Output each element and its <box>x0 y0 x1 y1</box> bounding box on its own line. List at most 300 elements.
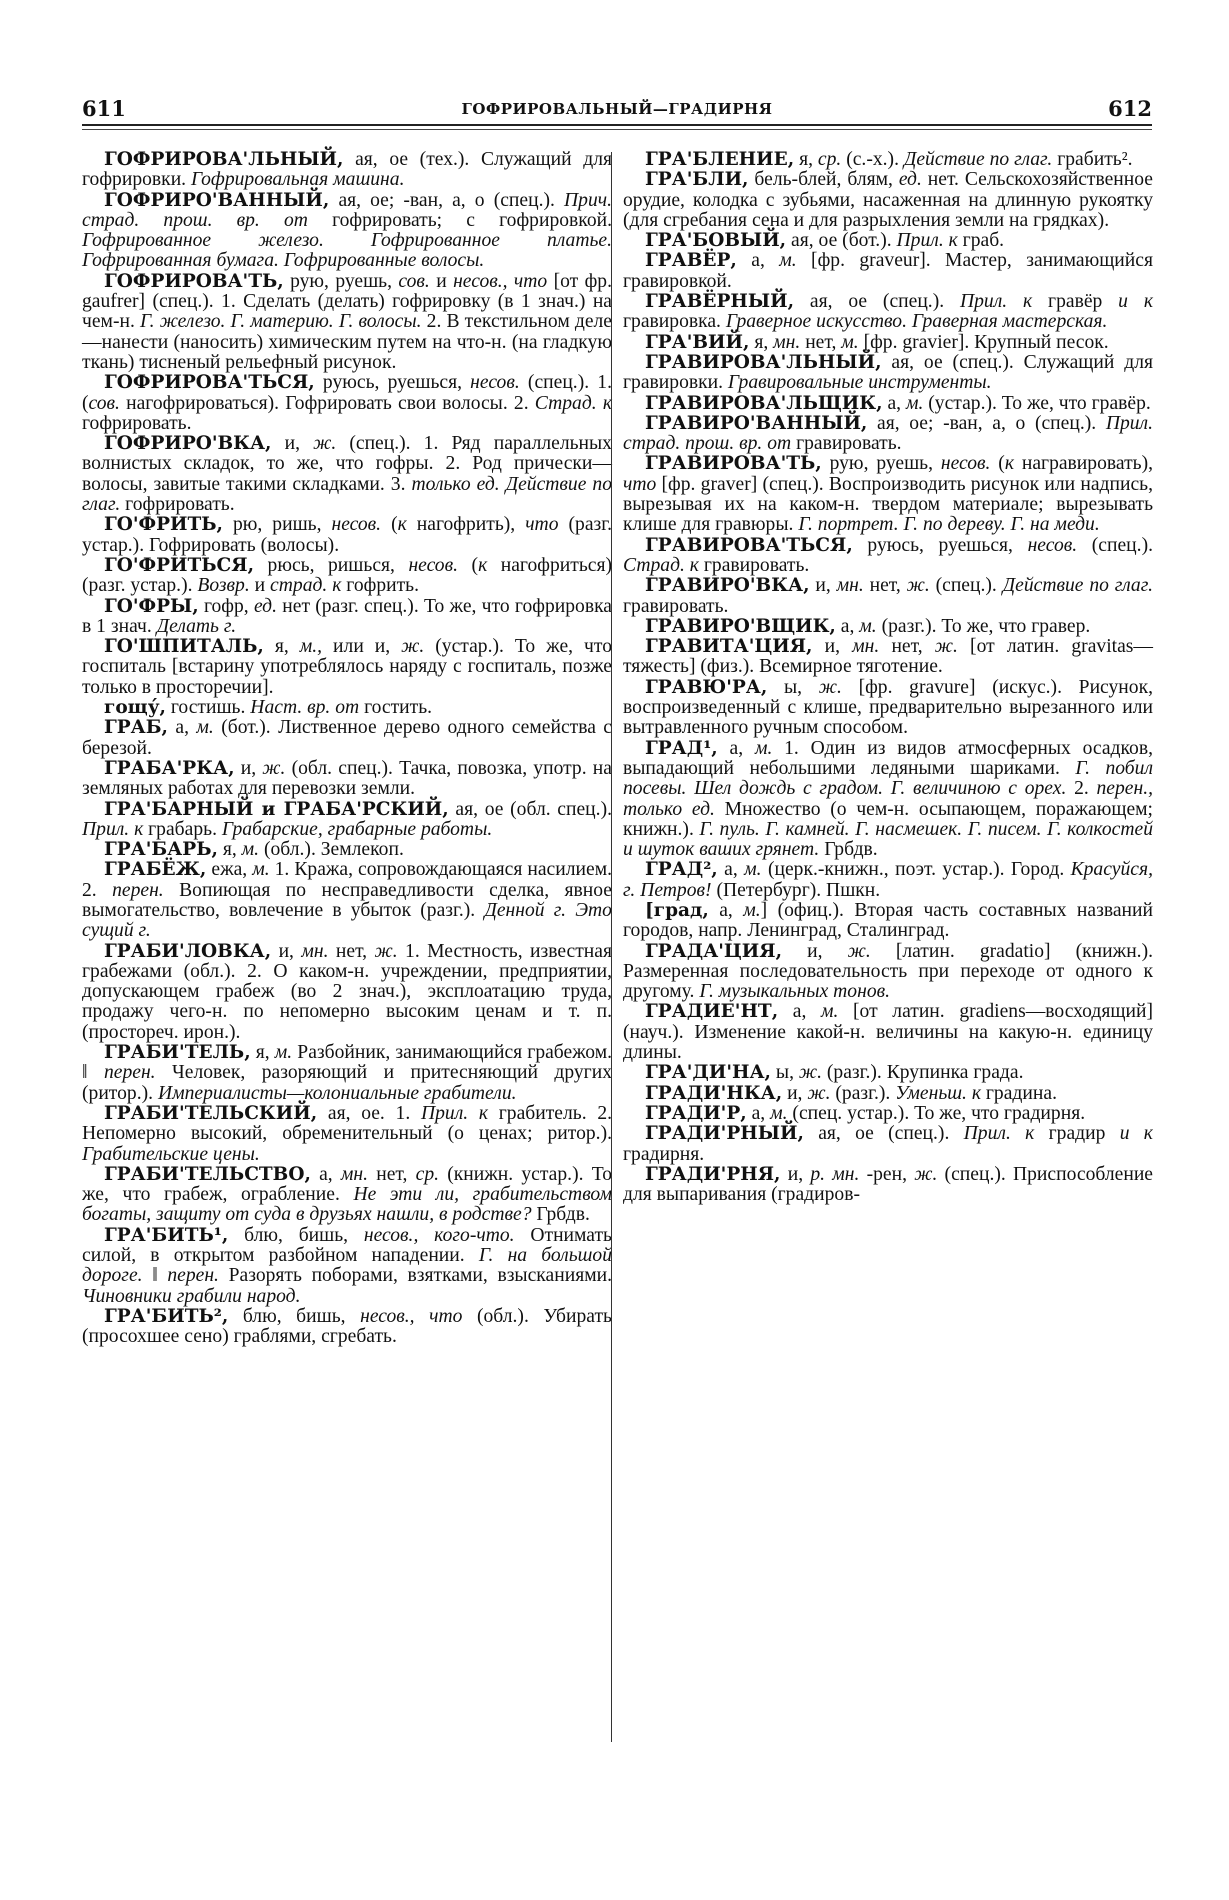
running-head: ГОФРИРОВАЛЬНЫЙ—ГРАДИРНЯ <box>461 100 773 118</box>
entry-italic-text: несов. <box>470 372 520 394</box>
entry-headword: ГО'ФРЫ, <box>104 595 199 617</box>
entry-text: [фр. graver] (спец.). Воспроизводить рисунок или надпись, вырезывая их на каком-н. твердом материале; вырезывать клише для гравюры. <box>623 473 1153 536</box>
right-column <box>623 150 1153 1205</box>
entry-italic-text: Прил. к <box>959 291 1033 313</box>
entry-text: ая, ое (тех.). Служащий для гофрировки. <box>82 149 612 191</box>
entry-italic-text: Прил. к <box>82 818 144 840</box>
entry-text: блю, бишь, <box>228 1224 364 1246</box>
entry-italic-text: мн. <box>301 940 329 962</box>
entry-italic-text: мн. <box>852 636 880 658</box>
page-header <box>82 96 1152 136</box>
entry-text: и, <box>271 433 314 455</box>
entry-headword: ГРА'БИТЬ¹, <box>104 1224 229 1246</box>
entry-text: (с.-х.). <box>841 149 904 170</box>
entry-headword: [град, <box>645 899 709 921</box>
entry-text: Отнимать силой, в открытом разбойном нападении. <box>82 1224 612 1267</box>
entry-italic-text: к <box>397 514 407 536</box>
entry-italic-text: ж. <box>401 636 425 658</box>
entry-text: нет, <box>800 331 842 353</box>
entry-text: ая, ое (спец.). <box>794 291 960 313</box>
entry-text: Вопиющая по несправедливости сделка, явное вымогательство, вовлечение в убыток (разг.). <box>82 879 612 921</box>
entry-text: грабарь. <box>143 818 222 840</box>
entry-text: нет (разг. спец.). То же, что гофрировка в 1 знач. <box>82 595 612 637</box>
entry-italic-text: ж. <box>818 676 842 698</box>
dictionary-entry <box>623 231 1153 251</box>
entry-italic-text: перен. <box>112 879 164 901</box>
dictionary-entry <box>623 150 1153 170</box>
entry-text: а, <box>835 615 860 637</box>
entry-text: гравировать. <box>623 595 729 617</box>
entry-text: и, <box>271 940 302 962</box>
dictionary-entry <box>82 1307 612 1348</box>
entry-headword: ГРАБИ'ТЕЛЬ, <box>104 1042 251 1064</box>
entry-text: [латин. gradatio] (книжн.). Размеренная последовательность при переходе от одного к другому. <box>623 940 1153 1003</box>
entry-headword: ГРАВЁРНЫЙ, <box>645 291 795 313</box>
entry-italic-text: несов. <box>408 554 459 576</box>
entry-text: и, <box>782 940 848 962</box>
entry-headword: ГРАБИ'ТЕЛЬСКИЙ, <box>104 1102 318 1124</box>
entry-italic-text: м. <box>744 859 762 881</box>
dictionary-entry <box>623 739 1153 861</box>
entry-italic-text: сов. <box>88 392 120 414</box>
entry-italic-text: м. <box>779 250 797 272</box>
entry-italic-text: перен. <box>167 1265 219 1287</box>
dictionary-entry <box>623 1104 1153 1124</box>
entry-italic-text: Действие по глаг. <box>903 149 1053 170</box>
entry-italic-text: Делать г. <box>156 615 237 637</box>
entry-text: (бот.). Лиственное дерево одного семейства с березой. <box>82 717 612 759</box>
entry-italic-text: м. <box>905 392 924 414</box>
entry-text: [фр. gravure] (искус.). Рисунок, воспроизведенный с клише, предварительно вырезанного или вытравленного ручным способом. <box>623 676 1153 739</box>
entry-text: ая, ое; -ван, а, о (спец.). <box>867 412 1106 434</box>
entry-italic-text: Уменьш. к <box>895 1082 981 1104</box>
entry-text: а, <box>708 899 744 921</box>
entry-italic-text: Страд. к <box>623 554 699 576</box>
entry-headword: ГРАВИРОВА'ЛЬНЫЙ, <box>645 351 882 373</box>
dictionary-entry <box>82 434 612 515</box>
column-divider <box>611 152 612 1742</box>
entry-italic-text: Г. пуль. Г. камней. Г. насмешек. Г. писем. Г. колкостей и шуток ваших грянет. <box>623 818 1153 861</box>
entry-text: и, <box>234 757 263 779</box>
entry-headword: ГРАВИРО'ВАННЫЙ, <box>645 412 868 434</box>
entry-text: 1. Один из видов атмосферных осадков, выпадающий небольшими ледяными шариками. <box>623 737 1153 779</box>
entry-text: нагофриться) (разг. устар.). <box>82 554 612 597</box>
entry-text: и <box>429 270 454 292</box>
entry-text: Человек, разоряющий и притесняющий других (ритор.). <box>82 1062 612 1104</box>
entry-italic-text: Г. портрет. Г. по дереву. Г. на меди. <box>798 514 1100 536</box>
entry-text: а, <box>736 250 780 272</box>
entry-text: или и, <box>322 636 402 658</box>
dictionary-entry <box>623 292 1153 333</box>
entry-italic-text: ж. <box>906 575 930 597</box>
entry-italic-text: страд. к <box>270 575 342 597</box>
dictionary-entry <box>623 1084 1153 1104</box>
entry-text: ы, <box>767 676 819 698</box>
entry-text: (разг.). <box>830 1082 896 1104</box>
entry-text: рую, руешь, <box>821 453 941 475</box>
entry-italic-text: мн. <box>340 1163 369 1185</box>
dictionary-entry <box>82 515 612 556</box>
entry-text: нет, <box>879 636 935 658</box>
entry-text: а, <box>168 717 197 739</box>
entry-italic-text: Прич. страд. прош. вр. от <box>82 189 612 231</box>
entry-text: (спец.). 1. ( <box>82 372 612 414</box>
entry-italic-text: и к <box>1118 291 1153 313</box>
entry-text: рую, руешь, <box>283 270 399 292</box>
entry-text: (устар.). То же, что гравёр. <box>923 392 1151 414</box>
entry-italic-text: ж. <box>262 757 286 779</box>
entry-text: и, <box>812 636 853 658</box>
entry-headword: ГРАБИ'ЛОВКА, <box>104 940 272 962</box>
entry-italic-text: несов. <box>331 514 382 536</box>
entry-text: (разг. устар.). Гофрировать (волосы). <box>82 514 612 556</box>
dictionary-entry <box>623 251 1153 292</box>
entry-italic-text: Гофрированное железо. Гофрированное платье. Гофрированная бумага. Гофрированные волосы. <box>82 230 612 272</box>
entry-text: и <box>249 575 271 597</box>
entry-italic-text: м. <box>841 331 859 353</box>
entry-text: гравировать. <box>791 433 902 455</box>
entry-italic-text: перен. <box>103 1062 156 1084</box>
entry-text: Грбдв. <box>819 839 878 861</box>
entry-text: (спец.). <box>1077 534 1153 556</box>
header-rule-thin <box>82 129 1152 130</box>
entry-text: грабитель. 2. Непомерно высокий, обременительный (о ценах; ритор.). <box>82 1102 613 1145</box>
entry-headword: ГРАВИТА'ЦИЯ, <box>645 636 813 658</box>
dictionary-entry <box>623 617 1153 637</box>
entry-text: гофр, <box>198 595 254 617</box>
entry-text: а, <box>310 1163 341 1185</box>
dictionary-entry <box>82 597 612 638</box>
page-number-right: 612 <box>1108 96 1152 121</box>
entry-text: ая, ое (спец.). <box>803 1123 964 1145</box>
entry-italic-text: Чиновники грабили народ. <box>82 1285 301 1307</box>
entry-text: граб. <box>957 230 1005 252</box>
entry-italic-text: Наст. вр. от <box>250 697 360 719</box>
entry-text: ая, ое (бот.). <box>786 230 897 252</box>
dictionary-entry <box>82 698 612 718</box>
entry-headword: ГОФРИРОВА'ТЬСЯ, <box>104 372 315 394</box>
entry-italic-text: и к <box>1119 1123 1153 1145</box>
entry-headword: ГОФРИРО'ВКА, <box>104 433 272 455</box>
entry-italic-text: м. <box>859 615 877 637</box>
entry-text: а, <box>746 1102 771 1124</box>
entry-text: и, <box>782 1082 808 1104</box>
dictionary-entry <box>82 1104 612 1165</box>
dictionary-entry <box>82 1165 612 1226</box>
entry-italic-text: Не эти ли, грабительством богаты, защиту от суда в друзьях нашли, в родстве? <box>82 1184 612 1226</box>
entry-text: гравировать. <box>698 554 810 576</box>
entry-headword: ГРАВИРОВА'ТЬ, <box>645 453 822 475</box>
entry-text: [фр. gravier]. Крупный песок. <box>858 331 1109 353</box>
entry-italic-text: м., <box>299 636 323 658</box>
entry-italic-text: м. <box>252 859 270 881</box>
entry-headword: ГРАДИ'Р, <box>645 1102 747 1124</box>
entry-italic-text: Красуйся, г. Петров! <box>623 859 1153 901</box>
dictionary-entry <box>82 150 612 191</box>
entry-headword: ГРАДИЕ'НТ, <box>645 1001 779 1023</box>
entry-italic-text: м. <box>754 737 773 759</box>
entry-italic-text: Действие по глаг. <box>1002 575 1154 597</box>
entry-text: (спец.). Приспособление для выпаривания (градиров- <box>623 1163 1154 1206</box>
entry-text: (Петербург). Пшкн. <box>711 879 881 901</box>
dictionary-entry <box>82 1043 612 1104</box>
entry-italic-text: перен., только ед. <box>623 778 1153 820</box>
entry-headword: гощу́, <box>104 697 166 719</box>
entry-text: Разбойник, занимающийся грабежом. ‖ <box>82 1042 612 1084</box>
dictionary-entry <box>82 191 612 272</box>
entry-italic-text: Возвр. <box>197 575 250 597</box>
dictionary-entry <box>82 759 612 800</box>
entry-text: нет. Сельскохозяйственное орудие, колодка с зубьями, насаженная на длинную рукоятку (для сгребания сена и для разрыхления земли на грядках). <box>623 169 1153 231</box>
entry-text: ( <box>381 514 398 536</box>
dictionary-entry <box>623 170 1153 231</box>
entry-italic-text: Г. музыкальных тонов. <box>699 981 891 1003</box>
entry-italic-text: ср. <box>817 149 842 170</box>
entry-text: нет, <box>863 575 907 597</box>
dictionary-entry <box>623 1124 1153 1165</box>
dictionary-entry <box>623 942 1153 1003</box>
entry-text: ы, <box>771 1062 799 1084</box>
dictionary-entry <box>623 576 1153 617</box>
entry-text: грабить². <box>1052 149 1133 170</box>
dictionary-entry <box>623 414 1153 455</box>
dictionary-entry <box>82 718 612 759</box>
entry-headword: ГРА'БАРЬ, <box>104 839 218 861</box>
entry-text: бель-блей, блям, <box>748 169 899 191</box>
entry-italic-text: м. <box>196 717 214 739</box>
entry-italic-text: Империалисты—колониальные грабители. <box>157 1082 517 1104</box>
entry-headword: ГОФРИРОВА'ТЬ, <box>104 270 284 292</box>
entry-italic-text: м. <box>821 1001 839 1023</box>
entry-headword: ГРАВЁР, <box>645 250 737 272</box>
entry-text: Грбдв. <box>531 1204 590 1226</box>
entry-text: гравировка. <box>623 311 726 333</box>
entry-text: [от фр. gaufrer] (спец.). 1. Сделать (делать) гофрировку (в 1 знач.) на чем-н. <box>82 270 612 333</box>
entry-text: нагофрить), <box>406 514 526 536</box>
entry-italic-text: ж. <box>934 636 958 658</box>
dictionary-entry <box>623 333 1153 353</box>
left-column <box>82 150 612 1348</box>
entry-text: ( <box>458 554 479 576</box>
entry-text: ая, ое (обл. спец.). <box>448 798 612 820</box>
entry-headword: ГРАДИ'НКА, <box>645 1082 783 1104</box>
entry-text: я, <box>250 1042 275 1064</box>
dictionary-entry <box>82 373 612 434</box>
entry-text: (церк.-книжн., поэт. устар.). Город. <box>761 859 1071 881</box>
entry-italic-text: м. <box>770 1102 788 1124</box>
entry-headword: ГО'ШПИТАЛЬ, <box>104 636 264 658</box>
entry-text: ( <box>990 453 1005 475</box>
entry-italic-text: Грабительские цены. <box>82 1143 260 1165</box>
entry-headword: ГРА'БЛЕНИЕ, <box>645 149 795 170</box>
entry-headword: ГРАБ, <box>104 717 169 739</box>
dictionary-entry <box>82 556 612 597</box>
entry-text: [от латин. gradiens—восходящий] (науч.). Изменение какой-н. величины на какую-н. единицу длины. <box>623 1001 1153 1064</box>
entry-text: (спец. устар.). То же, что градирня. <box>787 1102 1086 1124</box>
entry-italic-text: м. <box>241 839 260 861</box>
entry-text: Множество (о чем-н. осыпающем, поражающем; книжн.). <box>623 798 1153 840</box>
header-rule <box>82 124 1152 126</box>
entry-text: гофрить. <box>341 575 419 597</box>
entry-headword: ГОФРИРОВА'ЛЬНЫЙ, <box>104 149 344 170</box>
entry-text: (спец.). <box>929 575 1003 597</box>
entry-italic-text: Прил. страд. прош. вр. от <box>623 412 1153 455</box>
entry-text: (книжн. устар.). То же, что грабеж, ограбление. <box>82 1163 612 1206</box>
entry-text: [от латин. gravitas—тяжесть] (физ.). Всемирное тяготение. <box>623 636 1154 678</box>
dictionary-entry <box>623 901 1153 942</box>
entry-text: ая, ое (спец.). Служащий для гравировки. <box>623 351 1153 394</box>
entry-text: ] (офиц.). Вторая часть составных названий городов, напр. Ленинград, Сталинград. <box>623 899 1153 942</box>
entry-text: руюсь, руешься, <box>314 372 471 394</box>
dictionary-entry <box>623 536 1153 577</box>
entry-text: рю, ришь, <box>222 514 332 536</box>
entry-italic-text: Прил. к <box>420 1102 489 1124</box>
entry-text: градир <box>1034 1123 1120 1145</box>
entry-headword: ГО'ФРИТЬСЯ, <box>104 554 255 576</box>
entry-italic-text: несов. <box>940 453 991 475</box>
entry-text: (обл.). Землекоп. <box>259 839 404 861</box>
entry-italic-text: мн. <box>836 575 864 597</box>
entry-text: 2. <box>1066 778 1097 800</box>
dictionary-entry <box>82 272 612 373</box>
entry-headword: ГРА'ДИ'НА, <box>645 1062 771 1084</box>
entry-text: (обл.). Убирать (просохшее сено) граблями, сгребать. <box>82 1305 612 1348</box>
entry-italic-text: Г. железо. Г. материю. Г. волосы. <box>140 311 422 333</box>
entry-headword: ГРАВИРОВА'ЛЬЩИК, <box>645 392 883 414</box>
entry-text: 1. Местность, известная грабежами (обл.). 2. О каком-н. учреждении, предприятии, допускающем грабеж (во 2 знач.), эксплоатацию труда, продажу чего-н. по непомерно высоким ценам и т. п. (простореч. ирон.). <box>82 940 612 1043</box>
entry-italic-text: ж. <box>374 940 398 962</box>
entry-text: 2. В текстильном деле—нанести (наносить) химическим путем на что-н. (на гладкую ткань) тисненый рельефный рисунок. <box>82 311 612 373</box>
entry-italic-text: ж. <box>807 1082 831 1104</box>
entry-italic-text: Страд. к <box>534 392 612 414</box>
entry-headword: ГРА'БЛИ, <box>645 169 749 191</box>
entry-text: а, <box>778 1001 821 1023</box>
entry-text: руюсь, руешься, <box>852 534 1028 556</box>
dictionary-entry <box>623 1165 1153 1206</box>
entry-italic-text: р. мн. <box>810 1163 860 1185</box>
entry-text: награвировать), <box>1014 453 1153 475</box>
entry-headword: ГРАБИ'ТЕЛЬСТВО, <box>104 1163 311 1185</box>
entry-text: гофрировать. <box>120 494 235 516</box>
dictionary-entry <box>623 1002 1153 1063</box>
entry-italic-text: Г. побил посевы. Шел дождь с градом. Г. величиною с орех. <box>623 757 1154 800</box>
entry-headword: ГРАД¹, <box>645 737 718 759</box>
entry-italic-text: ж. <box>313 433 337 455</box>
entry-italic-text: ж. <box>847 940 871 962</box>
entry-headword: ГРАДА'ЦИЯ, <box>645 940 783 962</box>
entry-headword: ГРАВЮ'РА, <box>645 676 768 698</box>
dictionary-entry <box>623 394 1153 414</box>
entry-text: 1. Кража, сопровождающаяся насилием. 2. <box>82 859 612 901</box>
dictionary-entry <box>623 860 1153 901</box>
entry-italic-text: Гравировальные инструменты. <box>727 372 992 394</box>
entry-italic-text: что <box>623 473 657 495</box>
dictionary-entry <box>623 353 1153 394</box>
entry-italic-text: м. <box>274 1042 293 1064</box>
entry-text: нет, <box>328 940 375 962</box>
entry-italic-text: ед. <box>253 595 277 617</box>
entry-italic-text: Гофрировальная машина. <box>190 169 405 191</box>
dictionary-entry <box>623 678 1153 739</box>
entry-text: ‖ <box>142 1265 168 1287</box>
entry-text: ежа, <box>206 859 253 881</box>
entry-italic-text: ср. <box>415 1163 440 1185</box>
entry-text: а, <box>717 859 745 881</box>
entry-headword: ГО'ФРИТЬ, <box>104 514 223 536</box>
entry-italic-text: сов. <box>398 270 430 292</box>
entry-text: градирня. <box>623 1143 705 1165</box>
entry-headword: ГРАДИ'РНЫЙ, <box>645 1123 804 1145</box>
entry-italic-text: ед. <box>898 169 922 191</box>
entry-headword: ГРА'ВИЙ, <box>645 331 750 353</box>
entry-italic-text: что <box>525 514 559 536</box>
entry-text: гравёр <box>1032 291 1119 313</box>
entry-text: ая, ое; -ван, а, о (спец.). <box>329 189 564 211</box>
dictionary-entry <box>82 942 612 1043</box>
entry-headword: ГРА'БАРНЫЙ и ГРАБА'РСКИЙ, <box>104 798 449 820</box>
entry-text: -рен, <box>859 1163 915 1185</box>
entry-italic-text: к <box>478 554 488 576</box>
entry-text: блю, бишь, <box>228 1305 361 1327</box>
dictionary-entry <box>82 840 612 860</box>
entry-italic-text: м. <box>743 899 761 921</box>
entry-text: гостить. <box>359 697 433 719</box>
entry-text: (обл. спец.). Тачка, повозка, употр. на земляных работах для перевозки земли. <box>82 757 612 800</box>
dictionary-entry <box>623 454 1153 535</box>
entry-headword: ГРАДИ'РНЯ, <box>645 1163 781 1185</box>
dictionary-entry <box>623 637 1153 678</box>
entry-headword: ГРА'БИТЬ², <box>104 1305 229 1327</box>
dictionary-entry <box>623 1063 1153 1083</box>
entry-headword: ГРАВИРОВА'ТЬСЯ, <box>645 534 853 556</box>
entry-italic-text: Прил. к <box>896 230 958 252</box>
entry-text: (устар.). То же, что госпиталь [встарину употреблялось наряду с госпиталь, позже только в просторечии]. <box>82 636 612 698</box>
dictionary-entry <box>82 800 612 841</box>
entry-italic-text: Граверное искусство. Граверная мастерская. <box>725 311 1108 333</box>
entry-text: гофрировать. <box>82 412 192 434</box>
entry-headword: ГРАБЁЖ, <box>104 859 207 881</box>
entry-italic-text: мн. <box>773 331 801 353</box>
entry-text: я, <box>217 839 242 861</box>
entry-text: ая, ое. 1. <box>317 1102 421 1124</box>
entry-text: нет, <box>368 1163 416 1185</box>
entry-text: я, <box>794 149 818 170</box>
entry-text: градина. <box>981 1082 1057 1104</box>
entry-italic-text: Прил. к <box>963 1123 1035 1145</box>
entry-italic-text: несов., что <box>360 1305 463 1327</box>
entry-headword: ГРАД², <box>645 859 718 881</box>
entry-italic-text: ж. <box>798 1062 822 1084</box>
dictionary-entry <box>82 1226 612 1307</box>
entry-text: и, <box>780 1163 811 1185</box>
entry-text: (спец.). 1. Ряд параллельных волнистых складок, то же, что гофры. 2. Род прически—волосы, завитые такими складками. 3. <box>82 433 612 495</box>
entry-text: (разг.). То же, что гравер. <box>876 615 1091 637</box>
entry-text: рюсь, ришься, <box>254 554 409 576</box>
entry-text: а, <box>882 392 906 414</box>
entry-italic-text: несов. <box>1027 534 1078 556</box>
entry-text: Разорять поборами, взятками, взысканиями. <box>218 1265 612 1287</box>
entry-italic-text: несов., кого-что. <box>363 1224 515 1246</box>
entry-headword: ГРАВИРО'ВКА, <box>645 575 810 597</box>
entry-text: а, <box>717 737 755 759</box>
entry-text: [фр. graveur]. Мастер, занимающийся гравировкой. <box>623 250 1153 292</box>
entry-text: гофрировать; с гофрировкой. <box>307 209 612 231</box>
dictionary-entry <box>82 637 612 698</box>
entry-text: и, <box>809 575 837 597</box>
entry-italic-text: Денной г. Это сущий г. <box>82 899 612 942</box>
entry-text: нагофрироваться). Гофрировать свои волосы. 2. <box>119 392 535 414</box>
entry-italic-text: к <box>1004 453 1014 475</box>
